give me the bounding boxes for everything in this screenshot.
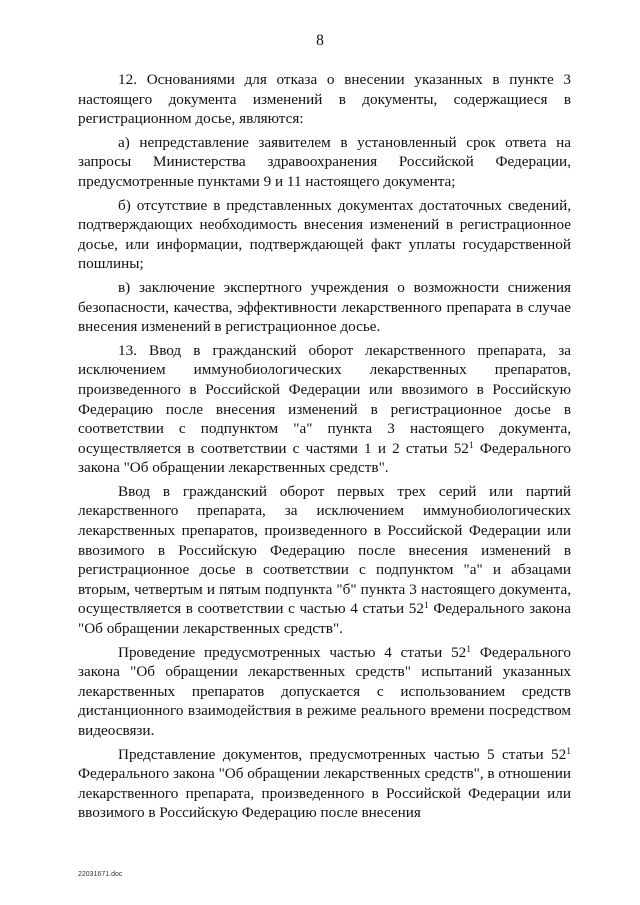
paragraph-13-second-text-end: Федерального закона "Об обращении лекарственных средств". <box>78 600 571 638</box>
superscript-1: 1 <box>468 440 474 451</box>
paragraph-12-a: а) непредставление заявителем в установленный срок ответа на запросы Министерства здравоохранения Российской Федерации, предусмотренные пунктами 9 и 11 настоящего документа; <box>78 133 571 190</box>
paragraph-13-third <box>78 643 571 741</box>
document-body <box>78 70 571 827</box>
superscript-1: 1 <box>566 746 571 757</box>
superscript-1: 1 <box>423 601 429 612</box>
footer-file-code: 22031671.doc <box>78 871 123 878</box>
paragraph-13-fourth-text: Представление документов, предусмотренных частью 5 статьи 52 <box>118 745 567 763</box>
paragraph-13-second <box>78 482 571 639</box>
paragraph-13-third-text-end: Федерального закона "Об обращении лекарственных средств" испытаний указанных лекарственных препаратов допускается с использованием средств дистанционного взаимодействия в режиме реального времени посредством видеосвязи. <box>78 643 571 739</box>
paragraph-13-text: 13. Ввод в гражданский оборот лекарственного препарата, за исключением иммунобиологических лекарственных препаратов, произведенного в Российской Федерации или ввозимого в Российскую Федерацию после внесения изменений в регистрационное досье в соответствии с подпунктом "а" пункта 3 настоящего документа, осуществляется в соответствии с частями 1 и 2 статьи 52 <box>78 341 571 457</box>
paragraph-13-fourth <box>78 745 571 823</box>
paragraph-13-fourth-text-end: Федерального закона "Об обращении лекарственных средств", в отношении лекарственного препарата, произведенного в Российской Федерации или ввозимого в Российскую Федерацию после внесения <box>78 765 571 822</box>
page-number: 8 <box>316 32 324 49</box>
paragraph-13 <box>78 341 571 478</box>
paragraph-12-v: в) заключение экспертного учреждения о возможности снижения безопасности, качества, эффективности лекарственного препарата в случае внесения изменений в регистрационное досье. <box>78 278 571 336</box>
paragraph-13-text-end: Федерального закона "Об обращении лекарственных средств". <box>78 439 571 477</box>
superscript-1: 1 <box>466 644 472 655</box>
paragraph-13-third-text: Проведение предусмотренных частью 4 статьи 52 <box>118 643 467 661</box>
paragraph-12-b: б) отсутствие в представленных документах достаточных сведений, подтверждающих необходимость внесения изменений в регистрационное досье, или информации, подтверждающей факт уплаты государственной пошлины; <box>78 196 571 273</box>
paragraph-12: 12. Основаниями для отказа о внесении указанных в пункте 3 настоящего документа изменений в документы, содержащиеся в регистрационном досье, являются: <box>78 71 571 128</box>
paragraph-13-second-text: Ввод в гражданский оборот первых трех серий или партий лекарственного препарата, за исключением иммунобиологических лекарственных препаратов, произведенного в Российской Федерации или ввозимого в Российскую Федерацию после внесения изменений в регистрационное досье в соответствии с подпунктом "а" и абзацами вторым, четвертым и пятым подпункта "б" пункта 3 настоящего документа, осуществляется в соответствии с частью 4 статьи 52 <box>78 482 571 618</box>
